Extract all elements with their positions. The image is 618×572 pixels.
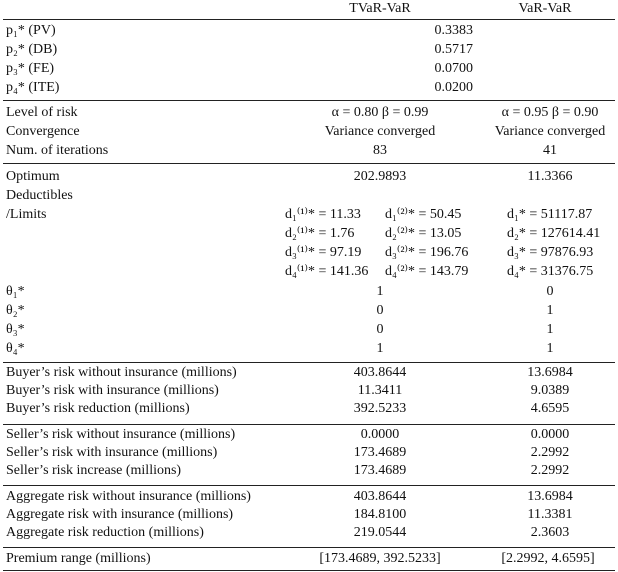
header-var-var: VaR-VaR xyxy=(518,1,572,16)
seller-with-label: Seller’s risk with insurance (millions) xyxy=(6,445,218,460)
iterations-label: Num. of iterations xyxy=(6,143,109,158)
d1-var: d₁* = 51117.87 xyxy=(507,207,593,222)
d4-1-tvar: d₄⁽¹⁾* = 141.36 xyxy=(285,264,369,279)
theta1-var: 0 xyxy=(546,284,554,299)
aggregate-reduction-var: 2.3603 xyxy=(530,525,570,540)
premium-label: Premium range (millions) xyxy=(6,551,151,566)
p1-value: 0.3383 xyxy=(434,23,473,38)
convergence-tvar: Variance converged xyxy=(324,124,436,139)
theta-rule xyxy=(3,362,615,363)
seller-with-tvar: 173.4689 xyxy=(353,445,407,460)
theta4-var: 1 xyxy=(546,341,554,356)
deductibles-label: Deductibles xyxy=(6,188,73,203)
d1-1-tvar: d₁⁽¹⁾* = 11.33 xyxy=(285,207,361,222)
premium-var: [2.2992, 4.6595] xyxy=(501,551,595,566)
theta4-tvar: 1 xyxy=(376,341,384,356)
optimum-var: 11.3366 xyxy=(527,169,573,184)
aggregate-reduction-label: Aggregate risk reduction (millions) xyxy=(6,525,204,540)
buyer-without-var: 13.6984 xyxy=(527,365,573,380)
p2-value: 0.5717 xyxy=(434,42,473,57)
header-rule xyxy=(3,19,615,20)
aggregate-rule xyxy=(3,547,615,548)
premium-tvar: [173.4689, 392.5233] xyxy=(319,551,441,566)
d2-2-tvar: d₂⁽²⁾* = 13.05 xyxy=(385,226,462,241)
seller-without-tvar: 0.0000 xyxy=(360,427,400,442)
d3-2-tvar: d₃⁽²⁾* = 196.76 xyxy=(385,245,469,260)
buyer-with-var: 9.0389 xyxy=(530,383,570,398)
buyer-without-tvar: 403.8644 xyxy=(353,365,407,380)
p2-label: p₂* (DB) xyxy=(6,42,58,57)
aggregate-reduction-tvar: 219.0544 xyxy=(353,525,407,540)
p4-value: 0.0200 xyxy=(434,80,473,95)
optimum-label: Optimum xyxy=(6,169,60,184)
aggregate-with-label: Aggregate risk with insurance (millions) xyxy=(6,507,234,522)
seller-increase-var: 2.2992 xyxy=(530,463,570,478)
buyer-without-label: Buyer’s risk without insurance (millions) xyxy=(6,365,237,380)
d4-var: d₄* = 31376.75 xyxy=(507,264,594,279)
theta4-label: θ₄* xyxy=(6,341,25,356)
buyer-reduction-tvar: 392.5233 xyxy=(353,401,407,416)
aggregate-with-tvar: 184.8100 xyxy=(353,507,407,522)
aggregate-without-var: 13.6984 xyxy=(527,489,573,504)
seller-increase-tvar: 173.4689 xyxy=(353,463,407,478)
convergence-var: Variance converged xyxy=(494,124,606,139)
buyer-with-label: Buyer’s risk with insurance (millions) xyxy=(6,383,219,398)
theta3-tvar: 0 xyxy=(376,322,384,337)
theta1-tvar: 1 xyxy=(376,284,384,299)
p1-label: p₁* (PV) xyxy=(6,23,56,38)
settings-rule xyxy=(3,163,615,164)
header-tvar-var: TVaR-VaR xyxy=(349,1,411,16)
d2-var: d₂* = 127614.41 xyxy=(507,226,601,241)
buyer-rule xyxy=(3,424,615,425)
seller-with-var: 2.2992 xyxy=(530,445,570,460)
d3-1-tvar: d₃⁽¹⁾* = 97.19 xyxy=(285,245,362,260)
p3-value: 0.0700 xyxy=(434,61,473,76)
theta3-var: 1 xyxy=(546,322,554,337)
theta2-tvar: 0 xyxy=(376,303,384,318)
aggregate-with-var: 11.3381 xyxy=(527,507,573,522)
seller-without-label: Seller’s risk without insurance (millions) xyxy=(6,427,236,442)
seller-rule xyxy=(3,485,615,486)
aggregate-without-tvar: 403.8644 xyxy=(353,489,407,504)
level-tvar: α = 0.80 β = 0.99 xyxy=(331,105,429,120)
d2-1-tvar: d₂⁽¹⁾* = 1.76 xyxy=(285,226,355,241)
optimum-tvar: 202.9893 xyxy=(353,169,407,184)
iterations-var: 41 xyxy=(543,143,557,158)
level-label: Level of risk xyxy=(6,105,78,120)
theta1-label: θ₁* xyxy=(6,284,25,299)
theta2-label: θ₂* xyxy=(6,303,25,318)
p3-label: p₃* (FE) xyxy=(6,61,55,76)
d1-2-tvar: d₁⁽²⁾* = 50.45 xyxy=(385,207,462,222)
buyer-reduction-var: 4.6595 xyxy=(530,401,570,416)
d3-var: d₃* = 97876.93 xyxy=(507,245,594,260)
seller-increase-label: Seller’s risk increase (millions) xyxy=(6,463,182,478)
limits-label: /Limits xyxy=(6,207,47,222)
d4-2-tvar: d₄⁽²⁾* = 143.79 xyxy=(385,264,469,279)
seller-without-var: 0.0000 xyxy=(530,427,570,442)
p-rule xyxy=(3,100,615,101)
aggregate-without-label: Aggregate risk without insurance (millions) xyxy=(6,489,251,504)
buyer-with-tvar: 11.3411 xyxy=(357,383,403,398)
iterations-tvar: 83 xyxy=(373,143,387,158)
theta3-label: θ₃* xyxy=(6,322,25,337)
level-var: α = 0.95 β = 0.90 xyxy=(501,105,599,120)
bottom-rule xyxy=(3,570,615,571)
convergence-label: Convergence xyxy=(6,124,80,139)
buyer-reduction-label: Buyer’s risk reduction (millions) xyxy=(6,401,190,416)
theta2-var: 1 xyxy=(546,303,554,318)
p4-label: p₄* (ITE) xyxy=(6,80,60,95)
